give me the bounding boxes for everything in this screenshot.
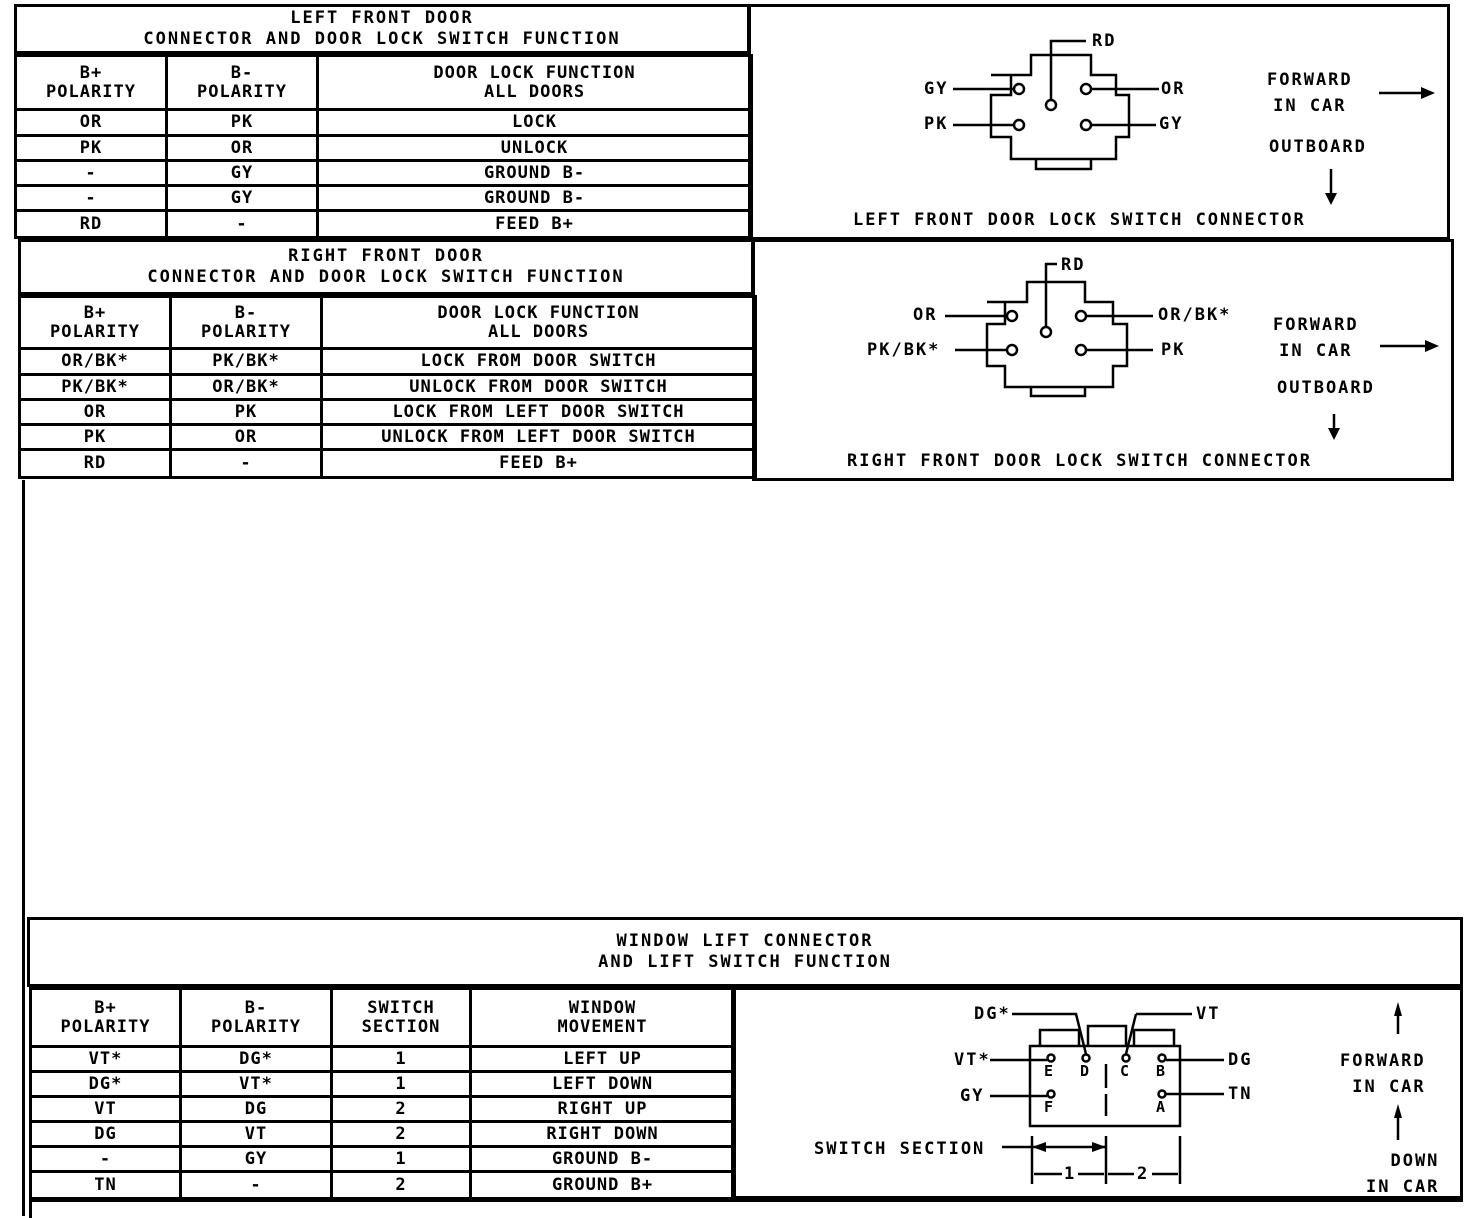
header-b-minus: B- POLARITY bbox=[171, 297, 322, 349]
cell: 2 bbox=[332, 1122, 471, 1147]
wire-right-bottom-label: TN bbox=[1228, 1084, 1253, 1104]
table-row bbox=[16, 211, 752, 238]
cell: OR/BK* bbox=[171, 375, 322, 400]
cell: - bbox=[16, 161, 167, 186]
cell: GY bbox=[167, 186, 318, 211]
left-connector-caption: LEFT FRONT DOOR LOCK SWITCH CONNECTOR bbox=[853, 210, 1306, 230]
pin-letter-f: F bbox=[1044, 1098, 1054, 1116]
cell: UNLOCK bbox=[318, 136, 752, 161]
right-connector-panel bbox=[752, 239, 1454, 481]
table-header-row bbox=[31, 989, 735, 1047]
table-row bbox=[31, 1097, 735, 1122]
right-front-door-title bbox=[18, 239, 754, 295]
cell: - bbox=[181, 1172, 332, 1199]
section-2-label: 2 bbox=[1137, 1164, 1150, 1184]
outboard-arrow-head bbox=[1328, 428, 1340, 440]
left-pin-top-label: RD bbox=[1092, 31, 1117, 51]
right-outboard-label: OUTBOARD bbox=[1277, 378, 1375, 398]
right-pin-left-bottom-label: PK/BK* bbox=[867, 340, 941, 360]
header-function: DOOR LOCK FUNCTION ALL DOORS bbox=[318, 56, 752, 110]
left-front-door-table bbox=[14, 54, 753, 239]
table-row bbox=[20, 450, 756, 478]
cell: OR bbox=[171, 425, 322, 450]
window-lift-title-line1: WINDOW LIFT CONNECTOR bbox=[616, 931, 874, 951]
window-lift-table bbox=[29, 987, 736, 1200]
table-row bbox=[31, 1147, 735, 1172]
wire-right-top-label: DG bbox=[1228, 1050, 1253, 1070]
table-row bbox=[20, 375, 756, 400]
wire-top-left-label: DG* bbox=[974, 1004, 1011, 1024]
cell: 1 bbox=[332, 1072, 471, 1097]
cell: OR bbox=[16, 110, 167, 136]
cell: VT* bbox=[181, 1072, 332, 1097]
bottom-left-tick bbox=[29, 1199, 32, 1218]
cell: PK/BK* bbox=[20, 375, 171, 400]
cell: DG bbox=[31, 1122, 181, 1147]
cell: 2 bbox=[332, 1172, 471, 1199]
cell: - bbox=[16, 186, 167, 211]
window-lift-title-line2: AND LIFT SWITCH FUNCTION bbox=[598, 952, 892, 972]
cell: - bbox=[167, 211, 318, 238]
window-lift-title bbox=[27, 917, 1463, 987]
header-switch-section: SWITCH SECTION bbox=[332, 989, 471, 1047]
cell: LEFT UP bbox=[471, 1047, 735, 1072]
window-down-label: DOWN IN CAR bbox=[1366, 1151, 1440, 1197]
pin-letter-c: C bbox=[1120, 1062, 1130, 1080]
table-row bbox=[20, 425, 756, 450]
left-pin-left-top-label: GY bbox=[924, 79, 949, 99]
cell: RIGHT DOWN bbox=[471, 1122, 735, 1147]
cell: FEED B+ bbox=[322, 450, 756, 478]
cell: PK bbox=[16, 136, 167, 161]
right-front-door-title-line1: RIGHT FRONT DOOR bbox=[288, 246, 484, 266]
pin-letter-d: D bbox=[1080, 1062, 1090, 1080]
cell: GY bbox=[167, 161, 318, 186]
dim-arrow bbox=[1032, 1142, 1046, 1152]
cell: DG* bbox=[181, 1047, 332, 1072]
header-b-plus: B+ POLARITY bbox=[31, 989, 181, 1047]
table-row bbox=[16, 136, 752, 161]
pin-letter-a: A bbox=[1156, 1098, 1166, 1116]
table-row bbox=[16, 161, 752, 186]
left-outboard-label: OUTBOARD bbox=[1269, 137, 1367, 157]
outboard-arrow-head bbox=[1325, 193, 1337, 205]
dim-arrow bbox=[1092, 1142, 1106, 1152]
table-row bbox=[20, 349, 756, 375]
table-header-row bbox=[16, 56, 752, 110]
left-pin-right-top-label: OR bbox=[1161, 79, 1186, 99]
cell: RD bbox=[20, 450, 171, 478]
left-connector-panel bbox=[748, 4, 1450, 240]
pin-letter-e: E bbox=[1044, 1062, 1054, 1080]
cell: GROUND B- bbox=[318, 161, 752, 186]
cell: LOCK bbox=[318, 110, 752, 136]
header-b-minus: B- POLARITY bbox=[181, 989, 332, 1047]
table-row bbox=[20, 400, 756, 425]
cell: PK/BK* bbox=[171, 349, 322, 375]
cell: UNLOCK FROM DOOR SWITCH bbox=[322, 375, 756, 400]
bottom-rule bbox=[29, 1199, 1463, 1202]
cell: - bbox=[171, 450, 322, 478]
cell: LOCK FROM DOOR SWITCH bbox=[322, 349, 756, 375]
cell: 1 bbox=[332, 1047, 471, 1072]
cell: OR bbox=[20, 400, 171, 425]
right-front-door-title-line2: CONNECTOR AND DOOR LOCK SWITCH FUNCTION bbox=[147, 267, 625, 287]
left-front-door-title-line2: CONNECTOR AND DOOR LOCK SWITCH FUNCTION bbox=[143, 29, 621, 49]
wire-top-right-label: VT bbox=[1196, 1004, 1221, 1024]
forward-arrow-head bbox=[1394, 1002, 1402, 1016]
right-pin-right-top-label: OR/BK* bbox=[1158, 305, 1232, 325]
header-window-movement: WINDOW MOVEMENT bbox=[471, 989, 735, 1047]
switch-section-label: SWITCH SECTION bbox=[814, 1139, 986, 1159]
table-row bbox=[31, 1172, 735, 1199]
left-forward-label: FORWARD IN CAR bbox=[1267, 70, 1353, 116]
cell: VT bbox=[181, 1122, 332, 1147]
cell: - bbox=[31, 1147, 181, 1172]
header-b-plus: B+ POLARITY bbox=[16, 56, 167, 110]
cell: 1 bbox=[332, 1147, 471, 1172]
down-arrow-head bbox=[1394, 1104, 1402, 1118]
cell: LOCK FROM LEFT DOOR SWITCH bbox=[322, 400, 756, 425]
cell: GROUND B- bbox=[471, 1147, 735, 1172]
window-forward-label: FORWARD IN CAR bbox=[1340, 1051, 1426, 1097]
table-row bbox=[31, 1072, 735, 1097]
window-lift-connector-panel bbox=[731, 987, 1463, 1199]
right-pin-top-label: RD bbox=[1061, 255, 1086, 275]
left-pin-left-bottom-label: PK bbox=[924, 114, 949, 134]
header-b-minus: B- POLARITY bbox=[167, 56, 318, 110]
cell: VT bbox=[31, 1097, 181, 1122]
left-pin-right-bottom-label: GY bbox=[1159, 114, 1184, 134]
table-row bbox=[16, 186, 752, 211]
cell: DG* bbox=[31, 1072, 181, 1097]
forward-arrow-head bbox=[1421, 87, 1435, 99]
page-frame-left bbox=[22, 480, 25, 1216]
wire-left-bottom-label: GY bbox=[960, 1086, 985, 1106]
table-row bbox=[31, 1122, 735, 1147]
forward-arrow-head bbox=[1425, 340, 1439, 352]
table-row bbox=[31, 1047, 735, 1072]
cell: GY bbox=[181, 1147, 332, 1172]
cell: DG bbox=[181, 1097, 332, 1122]
cell: LEFT DOWN bbox=[471, 1072, 735, 1097]
right-pin-right-bottom-label: PK bbox=[1161, 340, 1186, 360]
cell: GROUND B+ bbox=[471, 1172, 735, 1199]
right-pin-left-top-label: OR bbox=[913, 305, 938, 325]
cell: OR bbox=[167, 136, 318, 161]
table-header-row bbox=[20, 297, 756, 349]
cell: GROUND B- bbox=[318, 186, 752, 211]
cell: UNLOCK FROM LEFT DOOR SWITCH bbox=[322, 425, 756, 450]
cell: OR/BK* bbox=[20, 349, 171, 375]
header-b-plus: B+ POLARITY bbox=[20, 297, 171, 349]
header-function: DOOR LOCK FUNCTION ALL DOORS bbox=[322, 297, 756, 349]
left-front-door-title-line1: LEFT FRONT DOOR bbox=[290, 8, 474, 28]
cell: TN bbox=[31, 1172, 181, 1199]
cell: RIGHT UP bbox=[471, 1097, 735, 1122]
cell: RD bbox=[16, 211, 167, 238]
cell: PK bbox=[20, 425, 171, 450]
wire-left-top-label: VT* bbox=[954, 1050, 991, 1070]
right-front-door-table bbox=[18, 295, 757, 479]
cell: VT* bbox=[31, 1047, 181, 1072]
cell: PK bbox=[167, 110, 318, 136]
right-forward-label: FORWARD IN CAR bbox=[1273, 315, 1359, 361]
table-row bbox=[16, 110, 752, 136]
cell: FEED B+ bbox=[318, 211, 752, 238]
pin-letter-b: B bbox=[1156, 1062, 1166, 1080]
cell: 2 bbox=[332, 1097, 471, 1122]
cell: PK bbox=[171, 400, 322, 425]
right-connector-caption: RIGHT FRONT DOOR LOCK SWITCH CONNECTOR bbox=[847, 451, 1312, 471]
section-1-label: 1 bbox=[1064, 1164, 1077, 1184]
left-front-door-title bbox=[14, 4, 750, 54]
